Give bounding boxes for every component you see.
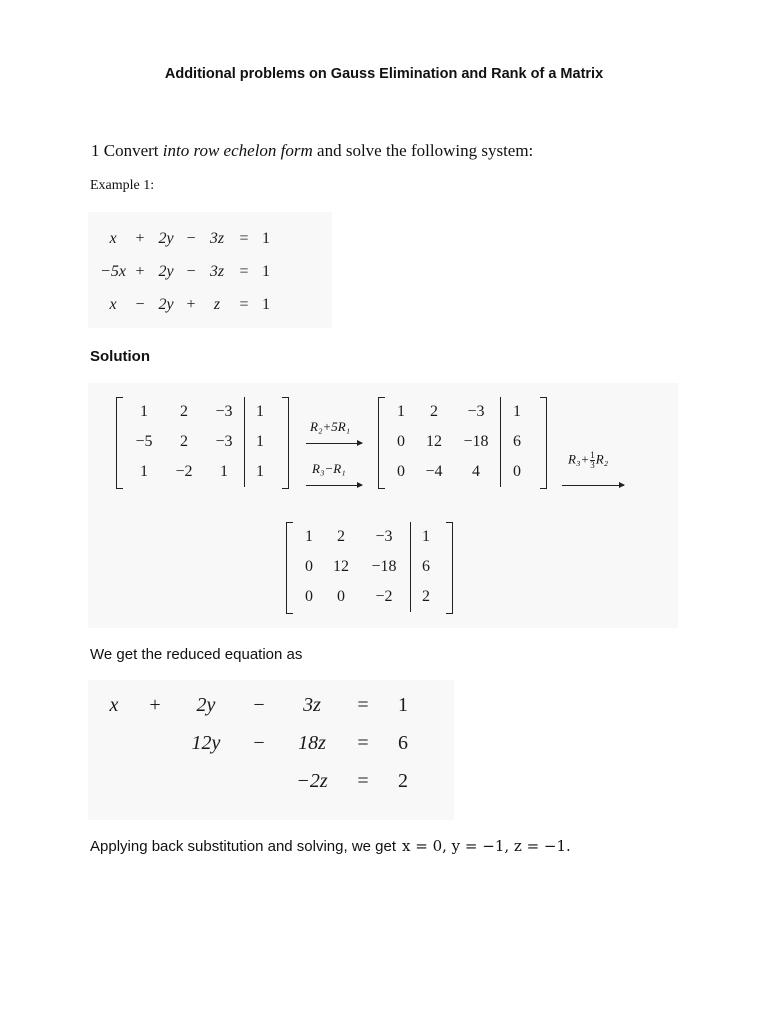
equation-row — [96, 762, 420, 800]
equation-term: x — [109, 693, 119, 716]
row-op-2-left: R₃+ — [568, 451, 590, 467]
matrix2-right-bracket — [540, 397, 547, 489]
matrix-row — [386, 397, 533, 427]
equation-term: −5x — [100, 262, 126, 280]
equation-row — [98, 288, 276, 321]
arrow-2 — [562, 485, 624, 486]
matrix-cell: 2 — [180, 403, 188, 420]
matrix3-right-bracket — [446, 522, 453, 614]
row-op-1-bottom: R₃−R₁ — [312, 461, 346, 476]
fraction — [590, 451, 595, 470]
matrix-cell: 1 — [411, 522, 442, 552]
equation-term: − — [186, 262, 196, 280]
equation-term: = — [239, 229, 249, 247]
matrix-cell: 1 — [140, 403, 148, 420]
equation-table-1 — [98, 222, 276, 321]
question-italic: into row echelon form — [162, 141, 313, 160]
row-op-1-top: R₂+5R₁ — [310, 419, 351, 434]
equation-term: = — [357, 769, 369, 792]
equation-row — [96, 724, 420, 762]
equation-term: z — [213, 295, 221, 313]
matrix-cell: 1 — [305, 528, 313, 545]
equation-term: 3z — [209, 229, 225, 247]
augmented-matrices — [88, 383, 678, 628]
matrix-1 — [124, 397, 275, 487]
equation-row — [96, 686, 420, 724]
equation-term: = — [239, 295, 249, 313]
equation-term: 1 — [262, 229, 270, 247]
equation-term: − — [253, 693, 265, 716]
example-label: Example 1: — [90, 178, 155, 193]
equation-term: 2y — [158, 262, 174, 280]
matrix-row — [124, 427, 275, 457]
row-op-2 — [568, 451, 608, 470]
final-answer — [90, 837, 571, 855]
matrix-cell: −5 — [135, 433, 153, 450]
matrix-cell: 6 — [501, 427, 534, 457]
equation-table-2 — [96, 686, 420, 800]
matrix-3 — [294, 522, 441, 612]
matrix-cell: 6 — [411, 552, 442, 582]
fraction-denominator: 3 — [590, 460, 595, 470]
equation-term: + — [149, 693, 161, 716]
equation-term: 2 — [398, 769, 408, 792]
matrix-cell: 0 — [397, 433, 405, 450]
equation-term — [234, 762, 284, 800]
matrix-cell: 2 — [411, 582, 442, 612]
matrix-row — [294, 522, 441, 552]
equation-term: 18z — [298, 731, 326, 754]
fraction-numerator: 1 — [590, 450, 595, 460]
matrix-cell: 4 — [472, 463, 480, 480]
equation-term: + — [135, 262, 145, 280]
matrix-cell: 1 — [245, 457, 276, 487]
equation-term: x — [109, 229, 117, 247]
matrix-cell: −18 — [463, 433, 489, 450]
matrix-cell: 1 — [397, 403, 405, 420]
equation-term: + — [135, 229, 145, 247]
equation-term: = — [239, 262, 249, 280]
matrix-cell: 2 — [430, 403, 438, 420]
question-text — [91, 141, 533, 161]
equation-term: − — [186, 229, 196, 247]
matrix2-left-bracket — [378, 397, 385, 489]
equation-row — [98, 222, 276, 255]
solution-heading: Solution — [90, 348, 150, 365]
equation-term: = — [357, 731, 369, 754]
question-rest: and solve the following system: — [312, 141, 534, 160]
equation-term: 2y — [158, 229, 174, 247]
arrow-1 — [306, 443, 362, 444]
page-title: Additional problems on Gauss Elimination and Rank of a Matrix — [164, 66, 604, 82]
matrix-cell: 1 — [501, 397, 534, 427]
question-number: 1 Convert — [91, 141, 163, 160]
arrow-1b — [306, 485, 362, 486]
matrix-cell: −2 — [375, 588, 393, 605]
final-math: x = 0, y = −1, z = −1. — [402, 837, 571, 855]
equation-term: 2y — [196, 693, 216, 716]
matrix-cell: 1 — [245, 427, 276, 457]
equation-term: + — [186, 295, 196, 313]
equation-term — [132, 724, 178, 762]
matrix-cell: 0 — [337, 588, 345, 605]
equation-term: 3z — [209, 262, 225, 280]
matrix1-left-bracket — [116, 397, 123, 489]
matrix3-left-bracket — [286, 522, 293, 614]
matrix-row — [124, 457, 275, 487]
matrix-2 — [386, 397, 533, 487]
equation-term: 1 — [398, 693, 408, 716]
equation-term: − — [135, 295, 145, 313]
matrix-cell: 2 — [180, 433, 188, 450]
matrix-cell: 12 — [333, 558, 349, 575]
matrix-cell: −18 — [371, 558, 397, 575]
matrix-cell: −3 — [375, 528, 393, 545]
equation-system-2 — [88, 680, 454, 820]
matrix-row — [386, 457, 533, 487]
equation-term: −2z — [296, 769, 328, 792]
equation-term — [132, 762, 178, 800]
matrix-cell: 2 — [337, 528, 345, 545]
equation-row — [98, 255, 276, 288]
equation-term: 12y — [191, 731, 221, 754]
equation-term: 3z — [303, 693, 321, 716]
row-op-2-right: R₂ — [595, 451, 609, 467]
matrix-cell: 1 — [140, 463, 148, 480]
matrix-cell: 1 — [220, 463, 228, 480]
matrix-cell: −4 — [425, 463, 443, 480]
matrix-cell: −2 — [175, 463, 193, 480]
matrix-cell: 0 — [305, 558, 313, 575]
matrix-row — [124, 397, 275, 427]
matrix-cell: 0 — [397, 463, 405, 480]
equation-term: 2y — [158, 295, 174, 313]
matrix-cell: −3 — [215, 403, 233, 420]
equation-term: 1 — [262, 262, 270, 280]
equation-term: 6 — [398, 731, 408, 754]
matrix1-right-bracket — [282, 397, 289, 489]
equation-term: 1 — [262, 295, 270, 313]
matrix-cell: 0 — [305, 588, 313, 605]
matrix-cell: 12 — [426, 433, 442, 450]
matrix-cell: −3 — [215, 433, 233, 450]
equation-system-1 — [88, 212, 332, 328]
equation-term — [96, 724, 132, 762]
reduced-equation-label: We get the reduced equation as — [90, 646, 303, 663]
final-text: Applying back substitution and solving, we get — [90, 838, 397, 855]
matrix-cell: 0 — [501, 457, 534, 487]
matrix-cell: 1 — [245, 397, 276, 427]
equation-term: − — [253, 731, 265, 754]
matrix-row — [386, 427, 533, 457]
matrix-row — [294, 582, 441, 612]
equation-term: = — [357, 693, 369, 716]
equation-term — [178, 762, 234, 800]
equation-term — [96, 762, 132, 800]
matrix-row — [294, 552, 441, 582]
matrix-cell: −3 — [467, 403, 485, 420]
equation-term: x — [109, 295, 117, 313]
